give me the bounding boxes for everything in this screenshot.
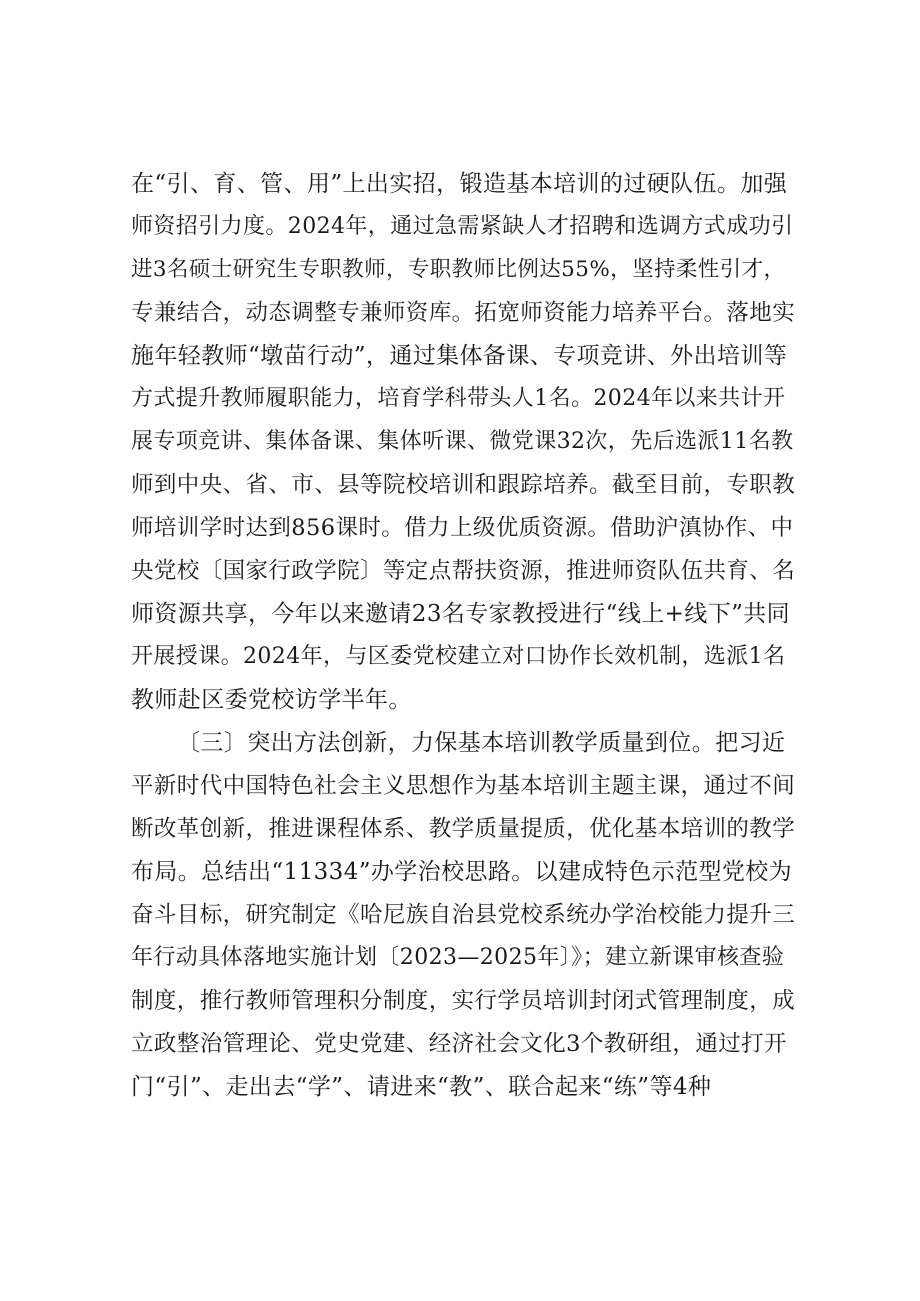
paragraph-line: 门“引”、走出去“学”、请进来“教”、联合起来“练”等4种 bbox=[131, 1074, 712, 1100]
paragraph-line: 央党校〔国家行政学院〕等定点帮扶资源，推进师资队伍共育、名 bbox=[131, 558, 796, 584]
paragraph-line: 教师赴区委党校访学半年。 bbox=[131, 687, 412, 713]
paragraph-line: 施年轻教师“墩苗行动”，通过集体备课、专项竞讲、外出培训等 bbox=[131, 343, 788, 369]
paragraph-line: 奋斗目标，研究制定《哈尼族自治县党校系统办学治校能力提升三 bbox=[131, 902, 796, 928]
paragraph-line: 在“引、育、管、用”上出实招，锻造基本培训的过硬队伍。加强 bbox=[131, 171, 788, 197]
paragraph-line: 师到中央、省、市、县等院校培训和跟踪培养。截至目前，专职教 bbox=[131, 472, 796, 498]
paragraph-line: 布局。总结出“11334”办学治校思路。以建成特色示范型党校为 bbox=[131, 859, 793, 885]
paragraph-line: 开展授课。2024年，与区委党校建立对口协作长效机制，选派1名 bbox=[131, 644, 786, 669]
paragraph-line: 师资源共享，今年以来邀请23名专家教授进行“线上+线下”共同 bbox=[131, 601, 791, 627]
paragraph-line: 师培训学时达到856课时。借力上级优质资源。借助沪滇协作、中 bbox=[131, 515, 794, 541]
paragraph-line: 断改革创新，推进课程体系、教学质量提质，优化基本培训的教学 bbox=[131, 816, 796, 842]
paragraph-line: 进3名硕士研究生专职教师，专职教师比例达55%，坚持柔性引才， bbox=[131, 257, 786, 282]
paragraph-line: 师资招引力度。2024年，通过急需紧缺人才招聘和选调方式成功引 bbox=[131, 214, 794, 239]
paragraph-line: 专兼结合，动态调整专兼师资库。拓宽师资能力培养平台。落地实 bbox=[131, 300, 796, 326]
paragraph-line: 年行动具体落地实施计划〔2023—2025年〕》；建立新课审核查验 bbox=[131, 945, 785, 970]
paragraph-line: 平新时代中国特色社会主义思想作为基本培训主题主课，通过不间 bbox=[131, 773, 796, 799]
paragraph-line: 方式提升教师履职能力，培育学科带头人1名。2024年以来共计开 bbox=[131, 386, 786, 411]
paragraph-heading-line: 〔三〕突出方法创新，力保基本培训教学质量到位。把习近 bbox=[177, 730, 786, 756]
paragraph-line: 展专项竞讲、集体备课、集体听课、微党课32次，先后选派11名教 bbox=[131, 429, 794, 454]
paragraph-line: 制度，推行教师管理积分制度，实行学员培训封闭式管理制度，成 bbox=[131, 988, 796, 1014]
paragraph-line: 立政整治管理论、党史党建、经济社会文化3个教研组，通过打开 bbox=[131, 1031, 787, 1057]
